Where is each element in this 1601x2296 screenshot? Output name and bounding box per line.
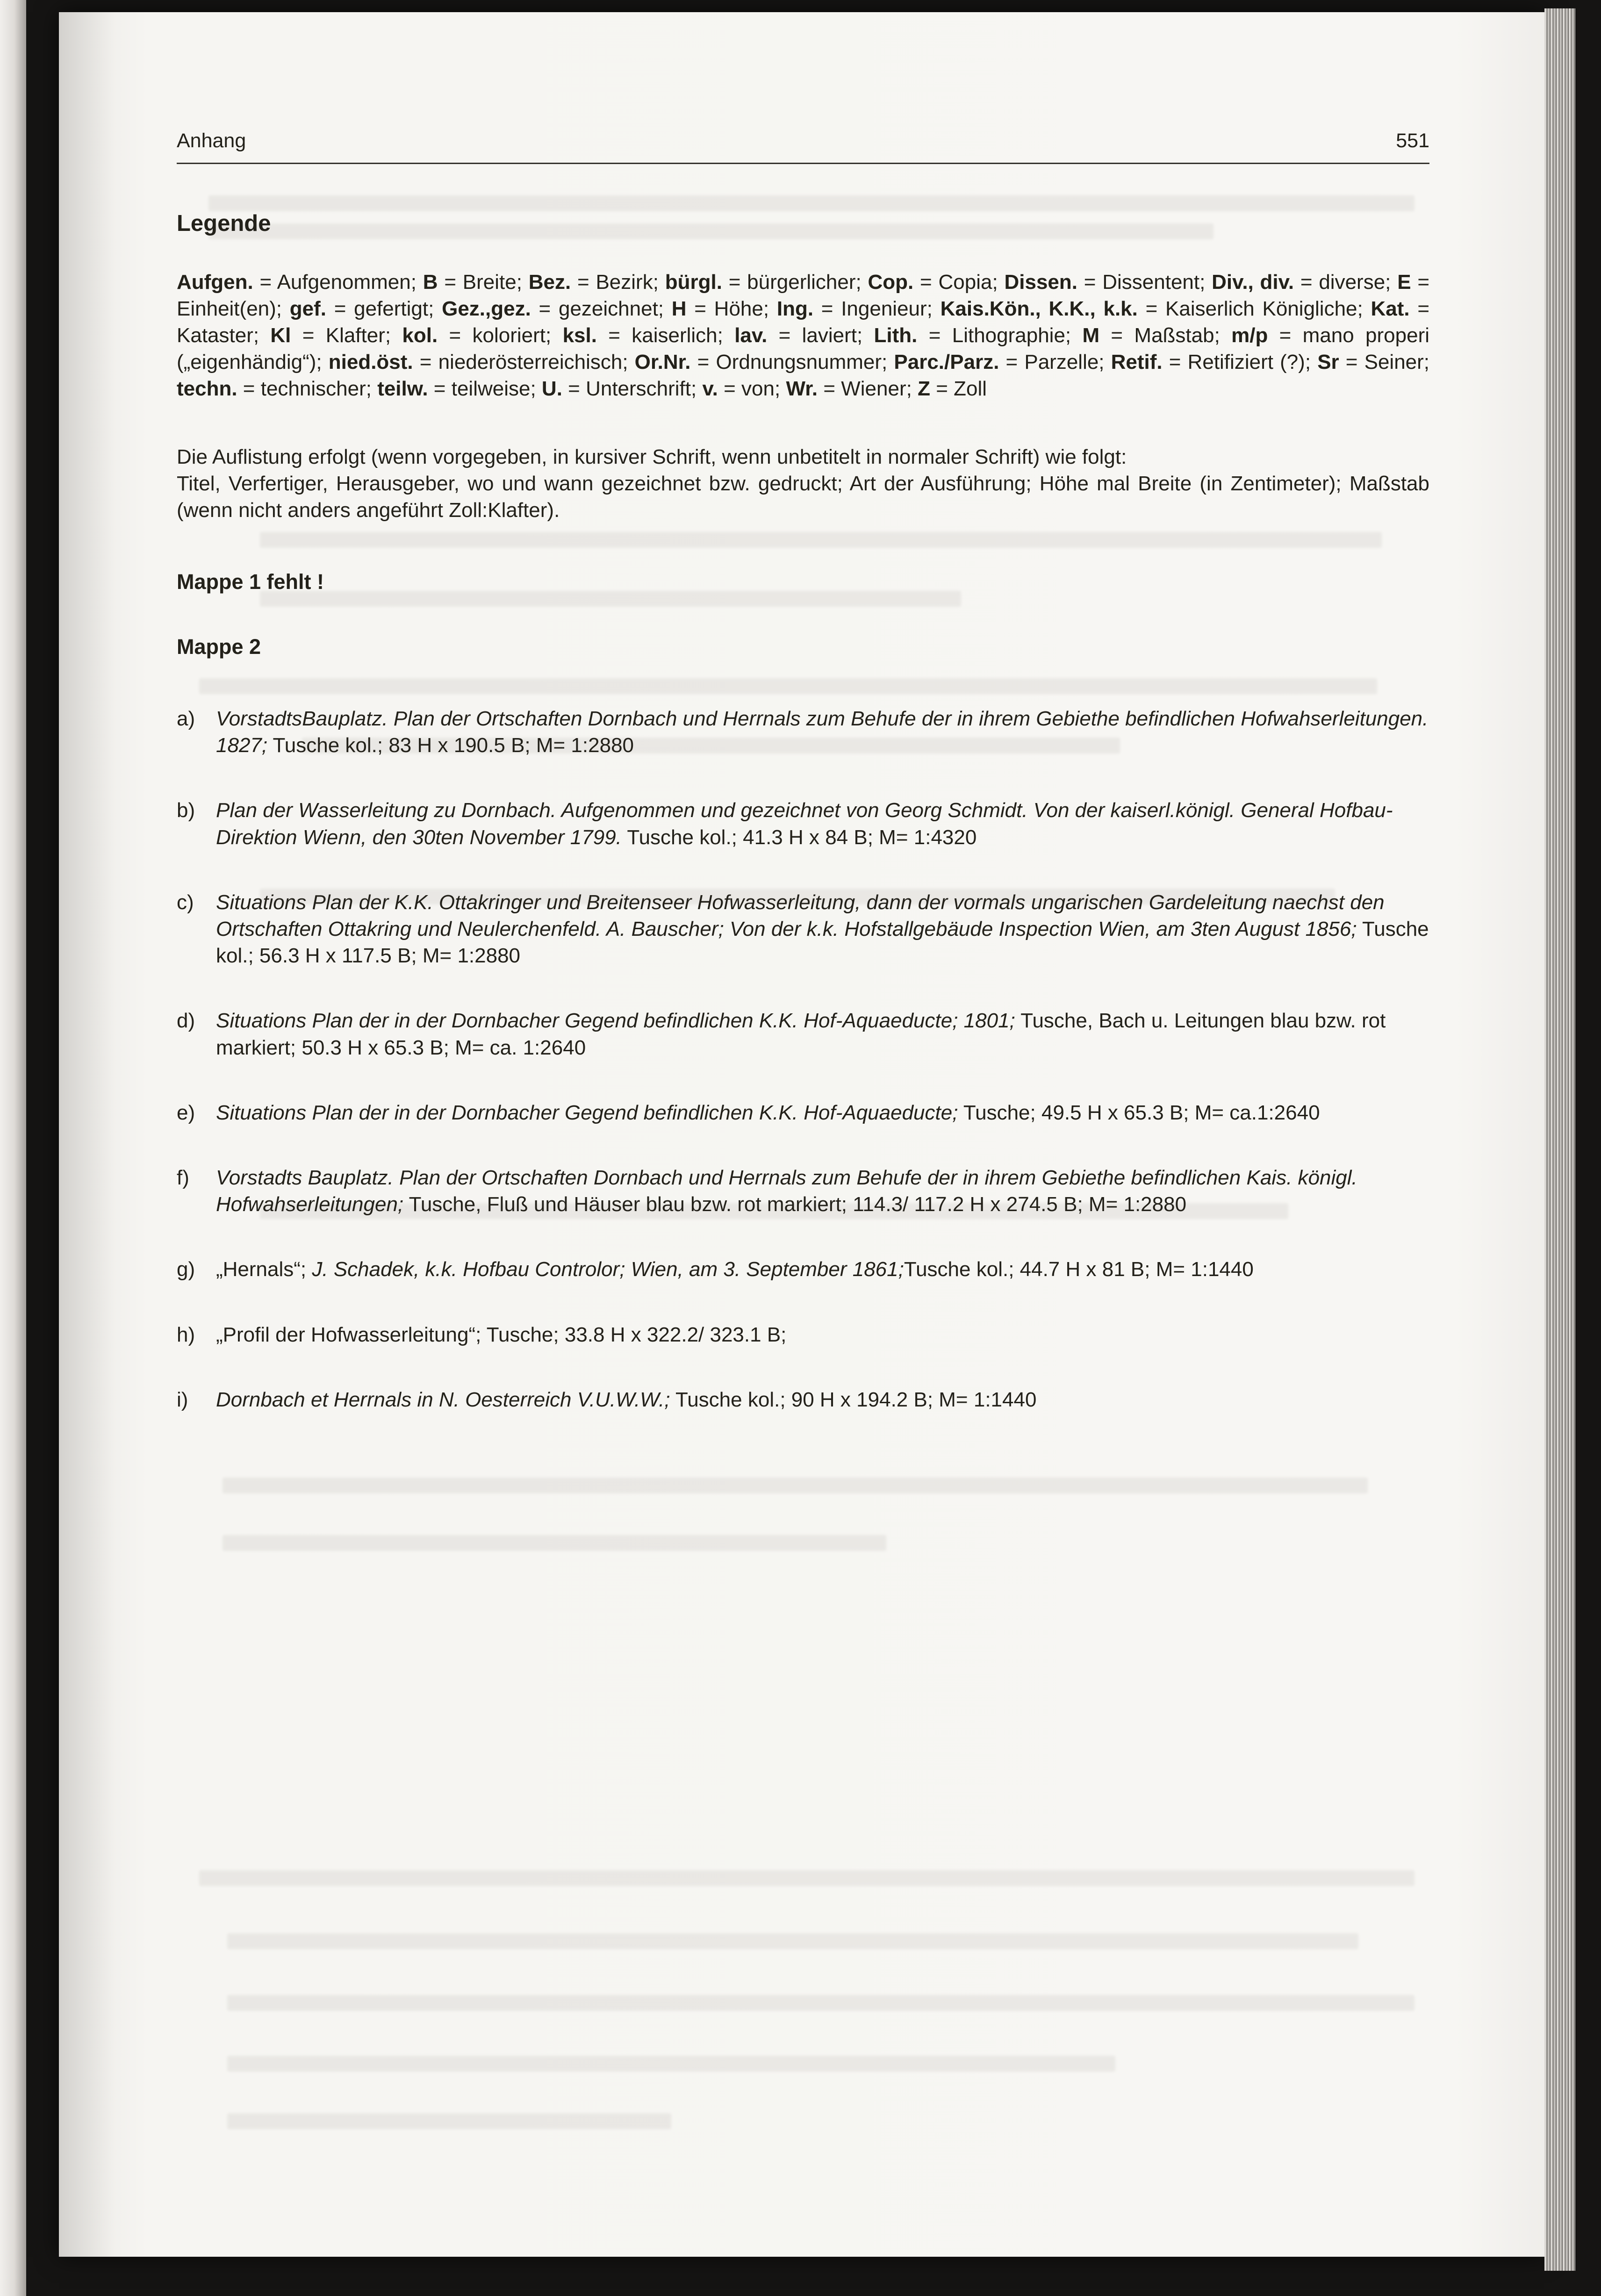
entry-text	[216, 1386, 1429, 1413]
catalog-entry	[177, 1164, 1429, 1218]
entry-label: d)	[177, 1009, 195, 1033]
entry-title-segment: Dornbach et Herrnals in N. Oesterreich V.U.W.W.;	[216, 1388, 670, 1411]
abbr-term: Z	[918, 377, 930, 401]
catalog-entry	[177, 705, 1429, 759]
abbr-definition: = Lithographie;	[917, 323, 1083, 347]
abbr-definition: = Kataster;	[177, 297, 1430, 347]
entry-text	[216, 1099, 1429, 1126]
entry-text	[216, 1007, 1429, 1061]
abbr-definition: = gezeichnet;	[531, 297, 672, 320]
intro-line-2: Titel, Verfertiger, Herausgeber, wo und wann gezeichnet bzw. gedruckt; Art der Ausführung; Höhe mal Breite (in Zentimeter); Maßstab (wenn nicht anders angeführt Zoll:Klafter).	[177, 472, 1429, 522]
abbr-definition: = Kaiserlich Königliche;	[1137, 297, 1371, 320]
abbr-definition: = Retifiziert (?);	[1162, 351, 1318, 374]
entry-detail-segment: Tusche, Fluß und Häuser blau bzw. rot markiert; 114.3/ 117.2 H x 274.5 B; M= 1:2880	[403, 1193, 1187, 1216]
entry-title-segment: J. Schadek, k.k. Hofbau Controlor; Wien, am 3. September 1861;	[312, 1258, 904, 1281]
entry-text	[216, 797, 1429, 850]
entry-label: b)	[177, 799, 195, 822]
abbr-term: Lith.	[874, 323, 918, 347]
entry-title-segment: Plan der Wasserleitung zu Dornbach. Aufgenommen und gezeichnet von Georg Schmidt. Von der kaiserl.königl. General Hofbau-Direktion Wienn, den 30ten November 1799.	[216, 799, 1393, 849]
entry-text	[216, 705, 1429, 759]
catalog-entry	[177, 797, 1429, 850]
abbr-term: Kat.	[1371, 297, 1410, 320]
scanned-page	[59, 12, 1544, 2257]
abbr-term: Gez.,gez.	[442, 297, 531, 320]
entry-label: f)	[177, 1166, 189, 1189]
entry-label: i)	[177, 1388, 188, 1411]
abbr-term: Div., div.	[1212, 270, 1294, 294]
entry-list	[177, 705, 1429, 1413]
running-title: Anhang	[177, 129, 246, 152]
abbr-term: techn.	[177, 377, 237, 401]
abbr-definition: = Zoll	[930, 377, 987, 401]
entry-label: h)	[177, 1323, 195, 1346]
entry-detail-segment: „Hernals“;	[216, 1258, 312, 1281]
entry-text	[216, 889, 1429, 969]
abbr-definition: = niederösterreichisch;	[413, 351, 635, 374]
abbr-term: E	[1397, 270, 1411, 294]
abbr-definition: = gefertigt;	[326, 297, 442, 320]
abbr-definition: = mano properi („eigenhändig“);	[177, 323, 1430, 374]
abbr-term: Bez.	[528, 270, 571, 294]
abbr-term: Or.Nr.	[634, 351, 691, 374]
abbr-definition: = Einheit(en);	[177, 270, 1430, 320]
entry-label: a)	[177, 707, 195, 731]
abbr-term: v.	[702, 377, 718, 401]
facing-page-edge	[0, 0, 26, 2296]
abbr-definition: = Maßstab;	[1099, 323, 1232, 347]
entry-detail-segment: Tusche kol.; 44.7 H x 81 B; M= 1:1440	[904, 1258, 1254, 1281]
catalog-entry	[177, 1386, 1429, 1413]
abbr-definition: = kaiserlich;	[596, 323, 735, 347]
abbr-definition: = Breite;	[438, 270, 529, 294]
bleedthrough-artifact	[199, 1870, 1414, 1886]
entry-label: e)	[177, 1101, 195, 1124]
abbr-definition: = Parzelle;	[999, 351, 1111, 374]
entry-title-segment: Situations Plan der in der Dornbacher Gegend befindlichen K.K. Hof-Aquaeducte; 1801;	[216, 1009, 1015, 1033]
binding-shadow	[59, 12, 115, 2257]
abbr-term: lav.	[734, 323, 768, 347]
entry-title-segment: Situations Plan der in der Dornbacher Gegend befindlichen K.K. Hof-Aquaeducte;	[216, 1101, 958, 1124]
abbr-term: H	[671, 297, 687, 320]
abbr-term: Dissen.	[1004, 270, 1077, 294]
abbr-term: Ing.	[776, 297, 814, 320]
bleedthrough-artifact	[227, 2056, 1115, 2072]
catalog-entry	[177, 1099, 1429, 1126]
abbr-term: ksl.	[562, 323, 597, 347]
abbr-term: U.	[541, 377, 562, 401]
legend-abbreviations	[177, 269, 1429, 402]
legend-heading: Legende	[177, 210, 271, 236]
entry-detail-segment: Tusche, Bach u. Leitungen blau bzw. rot markiert; 50.3 H x 65.3 B; M= ca. 1:2640	[216, 1009, 1386, 1059]
entry-title-segment: VorstadtsBauplatz. Plan der Ortschaften Dornbach und Herrnals zum Behufe der in ihrem Gebiethe befindlichen Hofwahserleitungen. 1827;	[216, 707, 1429, 757]
intro-line-1: Die Auflistung erfolgt (wenn vorgegeben, in kursiver Schrift, wenn unbetitelt in normaler Schrift) wie folgt:	[177, 445, 1127, 468]
entry-title-segment: Situations Plan der K.K. Ottakringer und Breitenseer Hofwasserleitung, dann der vormals ungarischen Gardeleitung naechst den Ortschaften Ottakring und Neulerchenfeld. A. Bauscher; Von der k.k. Hofstallgebäude Inspection Wien, am 3ten August 1856;	[216, 890, 1385, 941]
abbr-term: B	[423, 270, 438, 294]
abbr-definition: = Bezirk;	[571, 270, 665, 294]
abbr-term: Cop.	[868, 270, 914, 294]
abbr-definition: = laviert;	[767, 323, 874, 347]
page-content	[177, 128, 1429, 1451]
abbr-definition: = teilweise;	[428, 377, 542, 401]
mappe2-heading: Mappe 2	[177, 634, 261, 659]
abbr-term: Kais.Kön., K.K., k.k.	[940, 297, 1138, 320]
abbr-definition: = Höhe;	[686, 297, 777, 320]
abbr-definition: = von;	[718, 377, 786, 401]
catalog-entry	[177, 1256, 1429, 1283]
abbr-definition: = Dissentent;	[1077, 270, 1212, 294]
mappe1-heading: Mappe 1 fehlt !	[177, 570, 324, 594]
abbr-term: Kl	[270, 323, 291, 347]
abbr-term: teilw.	[377, 377, 428, 401]
page-number: 551	[1396, 129, 1429, 152]
intro-paragraph	[177, 444, 1429, 524]
catalog-entry	[177, 1321, 1429, 1348]
abbr-term: Retif.	[1111, 351, 1163, 374]
abbr-term: nied.öst.	[328, 351, 413, 374]
catalog-entry	[177, 889, 1429, 969]
page-header	[177, 128, 1429, 164]
abbr-definition: = Ingenieur;	[813, 297, 940, 320]
abbr-definition: = koloriert;	[438, 323, 563, 347]
abbr-term: Parc./Parz.	[894, 351, 999, 374]
bleedthrough-artifact	[223, 1535, 886, 1551]
catalog-entry	[177, 1007, 1429, 1061]
abbr-definition: = Seiner;	[1339, 351, 1430, 374]
abbr-definition: = Aufgenommen;	[253, 270, 423, 294]
entry-text	[216, 1321, 1429, 1348]
abbr-term: Wr.	[786, 377, 818, 401]
abbr-term: M	[1082, 323, 1100, 347]
bleedthrough-artifact	[227, 1995, 1414, 2011]
abbr-definition: = bürgerlicher;	[722, 270, 868, 294]
entry-label: c)	[177, 890, 194, 914]
entry-text	[216, 1164, 1429, 1218]
bleedthrough-artifact	[223, 1478, 1368, 1493]
bleedthrough-artifact	[227, 2113, 671, 2129]
abbr-term: bürgl.	[665, 270, 722, 294]
entry-detail-segment: „Profil der Hofwasserleitung“; Tusche; 33.8 H x 322.2/ 323.1 B;	[216, 1323, 787, 1346]
abbr-term: Sr	[1317, 351, 1339, 374]
abbr-definition: = Unterschrift;	[562, 377, 703, 401]
entry-detail-segment: Tusche kol.; 90 H x 194.2 B; M= 1:1440	[670, 1388, 1037, 1411]
entry-detail-segment: Tusche kol.; 56.3 H x 117.5 B; M= 1:2880	[216, 918, 1429, 968]
abbr-term: m/p	[1231, 323, 1268, 347]
abbr-definition: = technischer;	[237, 377, 378, 401]
entry-detail-segment: Tusche; 49.5 H x 65.3 B; M= ca.1:2640	[958, 1101, 1320, 1124]
entry-label: g)	[177, 1258, 195, 1281]
abbr-term: Aufgen.	[177, 270, 253, 294]
entry-text	[216, 1256, 1429, 1283]
abbr-definition: = diverse;	[1294, 270, 1398, 294]
page-stack-edge	[1544, 8, 1575, 2271]
entry-detail-segment: Tusche kol.; 41.3 H x 84 B; M= 1:4320	[621, 825, 977, 849]
abbr-definition: = Ordnungsnummer;	[690, 351, 894, 374]
entry-title-segment: Vorstadts Bauplatz. Plan der Ortschaften Dornbach und Herrnals zum Behufe der in ihrem Gebiethe befindlichen Kais. königl. Hofwahserleitungen;	[216, 1166, 1357, 1216]
abbr-term: kol.	[402, 323, 438, 347]
abbr-definition: = Klafter;	[291, 323, 402, 347]
abbr-term: gef.	[289, 297, 326, 320]
bleedthrough-artifact	[227, 1933, 1358, 1949]
abbr-definition: = Wiener;	[818, 377, 918, 401]
abbr-definition: = Copia;	[913, 270, 1005, 294]
entry-detail-segment: Tusche kol.; 83 H x 190.5 B; M= 1:2880	[267, 734, 634, 757]
